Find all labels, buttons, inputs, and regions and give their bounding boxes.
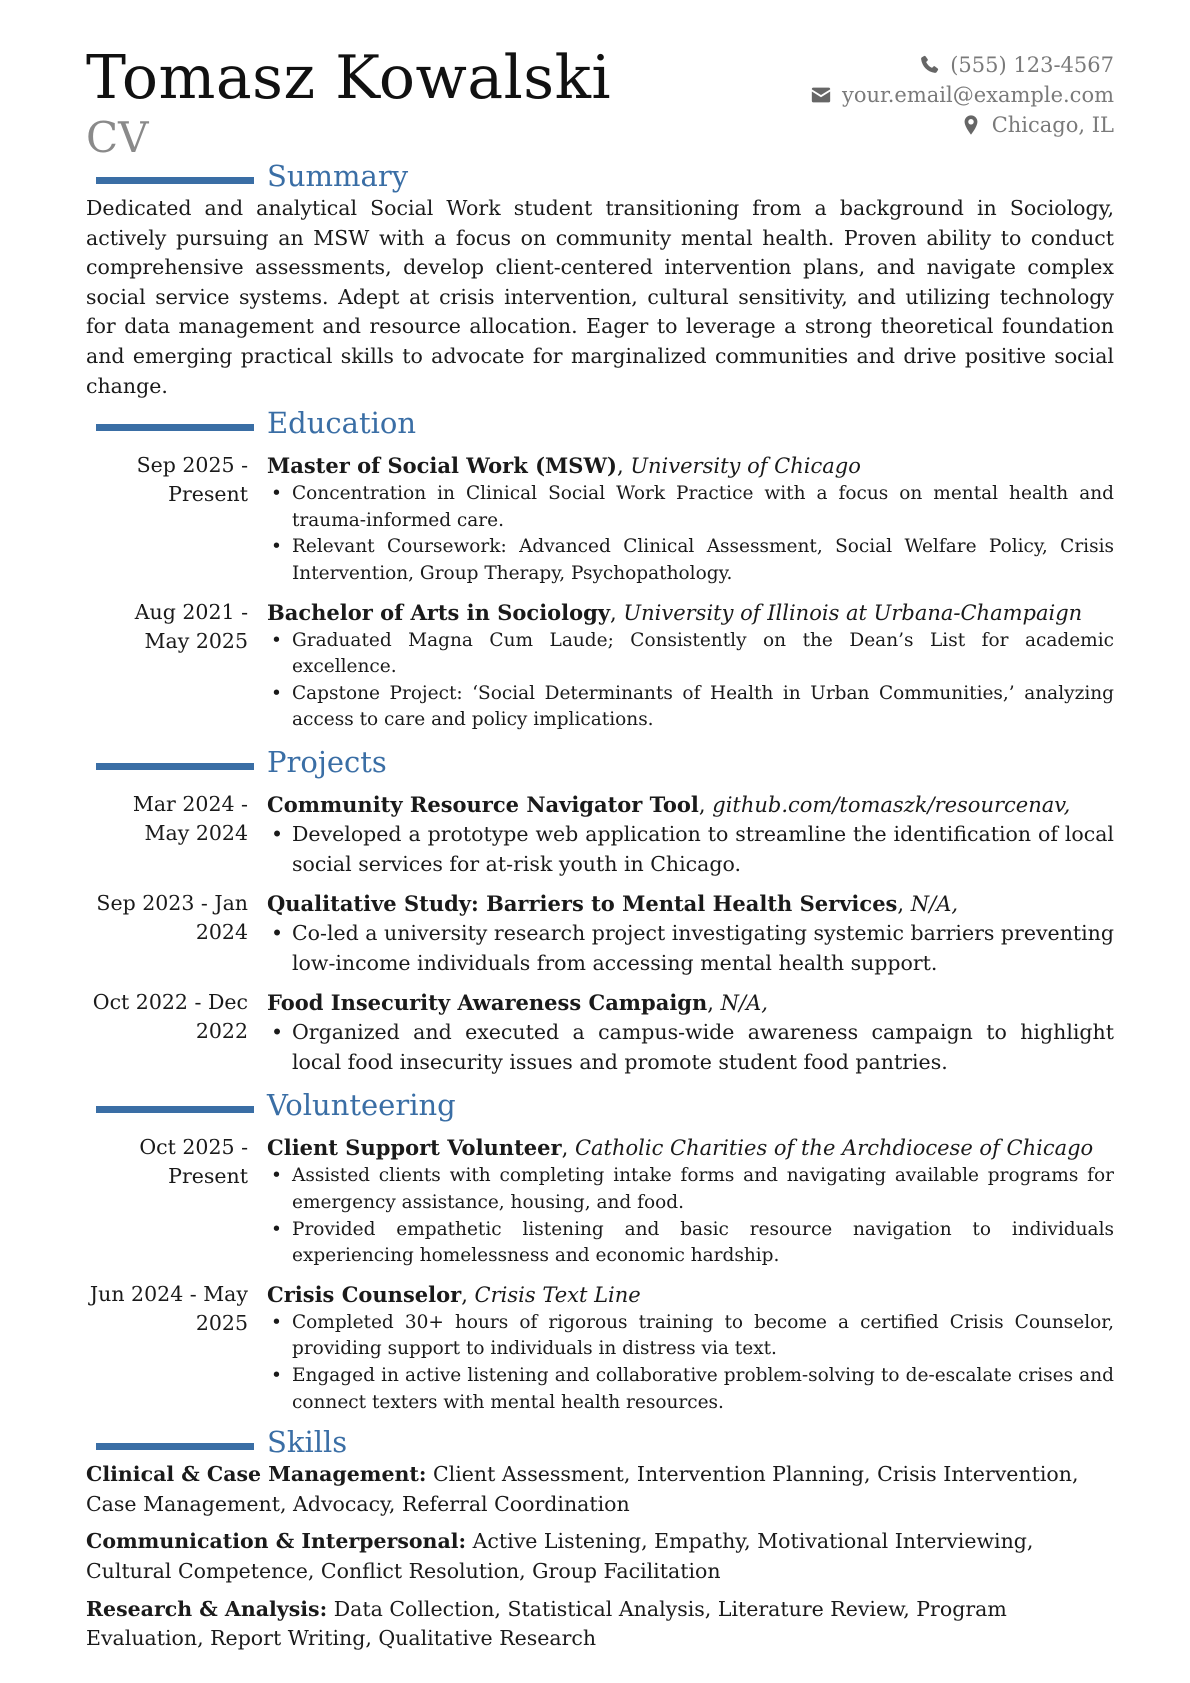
entry-org: Catholic Charities of the Archdiocese of Chicago bbox=[574, 1136, 1094, 1161]
list-item: • Developed a prototype web application to streamline the identification of local social services for at-risk youth in Chicago. bbox=[267, 820, 1114, 879]
section-title-skills: Skills bbox=[267, 1425, 348, 1460]
entry-org: Crisis Text Line bbox=[474, 1282, 641, 1307]
section-header-skills bbox=[86, 1424, 1114, 1460]
bullet-list bbox=[267, 628, 1114, 734]
entry-org: University of Chicago bbox=[630, 454, 861, 479]
entry-title: Community Resource Navigator Tool bbox=[267, 791, 699, 817]
entry-title: Bachelor of Arts in Sociology bbox=[267, 599, 611, 625]
skill-label: Clinical & Case Management: bbox=[86, 1462, 427, 1487]
section-title-volunteering: Volunteering bbox=[267, 1088, 456, 1123]
skill-label: Research & Analysis: bbox=[86, 1596, 328, 1621]
entry-heading: Master of Social Work (MSW), University of Chicago bbox=[267, 453, 861, 479]
entry-date: Aug 2021 - May 2025 bbox=[134, 599, 248, 653]
volunteering-entry bbox=[86, 1133, 1114, 1269]
list-item: • Relevant Coursework: Advanced Clinical Assessment, Social Welfare Policy, Crisis Intervention, Group Therapy, Psychopathology. bbox=[267, 534, 1114, 587]
skill-items: Client Assessment, Intervention Planning, Crisis Intervention, Case Management, Advocacy, Referral Coordination bbox=[86, 1462, 1079, 1516]
bullet-list bbox=[267, 1018, 1114, 1077]
entry-date: Sep 2025 - Present bbox=[136, 453, 248, 507]
envelope-icon bbox=[810, 84, 832, 106]
skill-items: Data Collection, Statistical Analysis, Literature Review, Program Evaluation, Report Writing, Qualitative Research bbox=[86, 1596, 1007, 1651]
entry-org: University of Illinois at Urbana-Champaign bbox=[623, 600, 1083, 625]
entry-title: Food Insecurity Awareness Campaign bbox=[267, 990, 708, 1016]
section-header-projects bbox=[86, 744, 1114, 780]
list-item: • Assisted clients with completing intake forms and navigating available programs for emergency assistance, housing, and food. bbox=[267, 1163, 1114, 1216]
section-title-projects: Projects bbox=[267, 744, 387, 779]
contact-email bbox=[810, 80, 1114, 110]
contact-block bbox=[810, 50, 1114, 140]
section-title-summary: Summary bbox=[267, 159, 409, 193]
cv-page bbox=[86, 40, 1114, 1662]
email-text: your.email@example.com bbox=[841, 83, 1114, 107]
skill-group bbox=[86, 1595, 1114, 1654]
entry-title: Qualitative Study: Barriers to Mental Health Services bbox=[267, 891, 898, 917]
list-item: • Capstone Project: ‘Social Determinants of Health in Urban Communities,’ analyzing access to care and policy implications. bbox=[267, 681, 1114, 734]
list-item: • Completed 30+ hours of rigorous training to become a certified Crisis Counselor, providing support to individuals in distress via text. bbox=[267, 1310, 1114, 1363]
entry-date: Sep 2023 - Jan 2024 bbox=[96, 891, 248, 945]
summary-text: Dedicated and analytical Social Work student transitioning from a background in Sociology, actively pursuing an MSW with a focus on community mental health. Proven ability to conduct comprehensive assessments, develop client-centered intervention plans, and navigate complex social service systems. Adept at crisis intervention, cultural sensitivity, and utilizing technology for data management and resource allocation. Eager to leverage a strong theoretical foundation and emerging practical skills to advocate for marginalized communities and drive positive social change. bbox=[86, 196, 1114, 398]
project-entry bbox=[86, 790, 1114, 879]
entry-title: Crisis Counselor bbox=[267, 1281, 462, 1307]
section-title-education: Education bbox=[267, 406, 417, 441]
section-header-volunteering bbox=[86, 1087, 1114, 1123]
entry-org: N/A, bbox=[720, 991, 768, 1016]
entry-body bbox=[267, 451, 1114, 587]
entry-heading: Bachelor of Arts in Sociology, University of Illinois at Urbana-Champaign bbox=[267, 599, 1083, 625]
bullet-list bbox=[267, 481, 1114, 587]
entry-heading: Crisis Counselor, Crisis Text Line bbox=[267, 1281, 641, 1307]
section-bar bbox=[96, 177, 254, 184]
person-name: Tomasz Kowalski bbox=[86, 43, 612, 113]
entry-body bbox=[267, 790, 1114, 879]
section-header-education bbox=[86, 405, 1114, 441]
contact-phone bbox=[810, 50, 1114, 80]
entry-heading: Community Resource Navigator Tool, github.com/tomaszk/resourcenav, bbox=[267, 791, 1071, 817]
section-bar bbox=[96, 763, 254, 770]
skill-items: Active Listening, Empathy, Motivational Interviewing, Cultural Competence, Conflict Resolution, Group Facilitation bbox=[86, 1529, 1034, 1583]
list-item: • Concentration in Clinical Social Work Practice with a focus on mental health and trauma-informed care. bbox=[267, 481, 1114, 534]
section-bar bbox=[96, 424, 254, 431]
phone-icon bbox=[918, 54, 940, 76]
list-item: • Engaged in active listening and collaborative problem-solving to de-escalate crises and connect texters with mental health resources. bbox=[267, 1363, 1114, 1416]
entry-title: Master of Social Work (MSW) bbox=[267, 453, 617, 479]
entry-date: Oct 2025 - Present bbox=[139, 1135, 248, 1189]
entry-title: Client Support Volunteer bbox=[267, 1135, 562, 1161]
section-bar bbox=[96, 1106, 254, 1113]
education-entry bbox=[86, 451, 1114, 587]
entry-org: N/A, bbox=[910, 892, 959, 917]
list-item: • Co-led a university research project investigating systemic barriers preventing low-income individuals from accessing mental health support. bbox=[267, 919, 1114, 978]
list-item: • Organized and executed a campus-wide awareness campaign to highlight local food insecurity issues and promote student food pantries. bbox=[267, 1018, 1114, 1077]
entry-body bbox=[267, 889, 1114, 978]
bullet-list bbox=[267, 820, 1114, 879]
entry-date: Mar 2024 - May 2024 bbox=[132, 791, 248, 845]
project-entry bbox=[86, 889, 1114, 978]
bullet-list bbox=[267, 1163, 1114, 1269]
volunteering-entry bbox=[86, 1280, 1114, 1416]
skill-label: Communication & Interpersonal: bbox=[86, 1529, 467, 1554]
entry-body bbox=[267, 988, 1114, 1077]
list-item: • Graduated Magna Cum Laude; Consistently on the Dean’s List for academic excellence. bbox=[267, 628, 1114, 681]
entry-body bbox=[267, 1133, 1114, 1269]
entry-body bbox=[267, 1280, 1114, 1416]
entry-heading: Food Insecurity Awareness Campaign, N/A, bbox=[267, 990, 768, 1016]
entry-org: github.com/tomaszk/resourcenav, bbox=[712, 792, 1071, 817]
map-pin-icon bbox=[960, 114, 982, 136]
section-header-summary bbox=[86, 158, 1114, 194]
entry-date: Jun 2024 - May 2025 bbox=[89, 1281, 248, 1335]
bullet-list bbox=[267, 1310, 1114, 1416]
header bbox=[86, 40, 1114, 162]
document-label: CV bbox=[86, 113, 149, 162]
section-bar bbox=[96, 1443, 254, 1450]
education-entry bbox=[86, 598, 1114, 734]
project-entry bbox=[86, 988, 1114, 1077]
bullet-list bbox=[267, 919, 1114, 978]
skill-group bbox=[86, 1527, 1114, 1586]
contact-location bbox=[810, 110, 1114, 140]
entry-date: Oct 2022 - Dec 2022 bbox=[92, 990, 248, 1044]
list-item: • Provided empathetic listening and basic resource navigation to individuals experiencing homelessness and economic hardship. bbox=[267, 1217, 1114, 1270]
phone-text: (555) 123-4567 bbox=[950, 53, 1114, 77]
entry-heading: Qualitative Study: Barriers to Mental Health Services, N/A, bbox=[267, 891, 959, 917]
entry-heading: Client Support Volunteer, Catholic Charities of the Archdiocese of Chicago bbox=[267, 1135, 1094, 1161]
location-text: Chicago, IL bbox=[991, 113, 1114, 137]
skill-group bbox=[86, 1460, 1114, 1519]
entry-body bbox=[267, 598, 1114, 734]
